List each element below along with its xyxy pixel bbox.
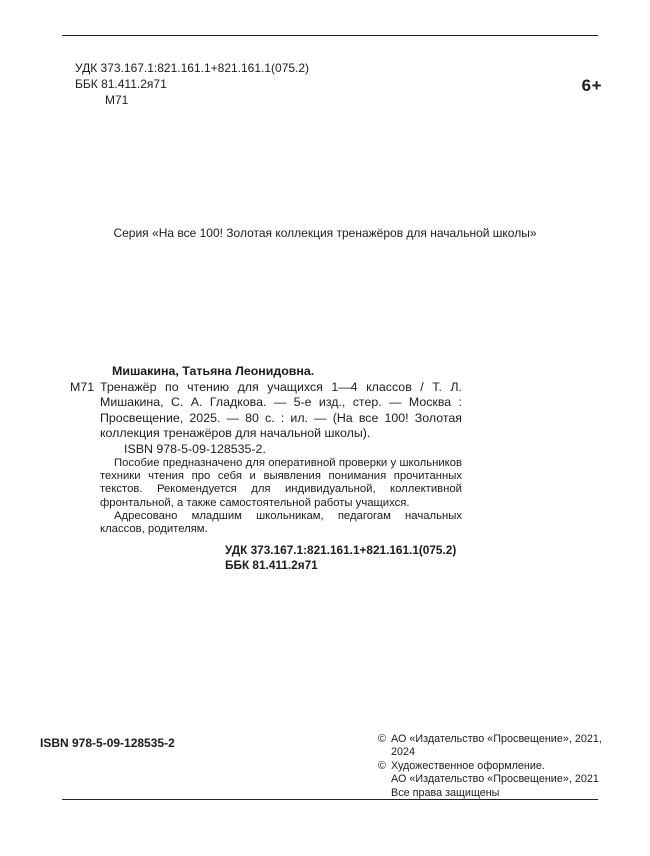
- copyright-symbol: ©: [378, 759, 386, 772]
- top-rule: [62, 35, 598, 36]
- copyright-symbol: ©: [378, 733, 386, 745]
- classification-codes: [225, 543, 462, 573]
- copyright-entry-artwork: [378, 760, 618, 787]
- copyright-text-line-1: Художественное оформление.: [391, 759, 545, 772]
- copyright-entry-publisher: [378, 733, 618, 760]
- annotation-paragraph-2: Адресовано младшим школьникам, педагогам начальных классов, родителям.: [100, 509, 462, 536]
- series-line: Серия «На все 100! Золотая коллекция тренажёров для начальной школы»: [113, 226, 537, 240]
- entry-description: Тренажёр по чтению для учащихся 1—4 классов / Т. Л. Мишакина, С. А. Гладкова. — 5-е изд., стер. — Москва : Просвещение, 2025. — 80 с. : ил. — (На все 100! Золотая коллекция тренажёров для начальной школы).: [100, 379, 462, 440]
- bottom-rule: [62, 799, 598, 800]
- udk-bold-line: УДК 373.167.1:821.161.1+821.161.1(075.2): [225, 543, 457, 558]
- annotation-paragraph-1: Пособие предназначено для оперативной проверки у школьников техники чтения про себя и выявления понимания прочитанных текстов. Рекомендуется для индивидуальной, коллективной фронтальной, а также самостоятельной работы учащихся.: [100, 457, 462, 509]
- entry-author-sign-code: М71: [70, 379, 95, 394]
- catalog-entry: [70, 380, 462, 442]
- age-rating-badge: 6+: [581, 76, 602, 95]
- bbk-bold-line: ББК 81.411.2я71: [225, 558, 318, 573]
- author-heading: Мишакина, Татьяна Леонидовна.: [112, 364, 315, 378]
- header-codes: [75, 60, 309, 108]
- header-udk-line: УДК 373.167.1:821.161.1+821.161.1(075.2): [75, 61, 310, 75]
- header-bbk-line: ББК 81.411.2я71: [75, 77, 167, 91]
- copyright-block: [378, 733, 618, 800]
- copyright-text: [391, 760, 599, 787]
- bibliographic-record: [70, 364, 462, 573]
- entry-isbn-line: ISBN 978-5-09-128535-2.: [124, 441, 266, 456]
- copyright-text: АО «Издательство «Просвещение», 2021, 2024: [391, 733, 602, 759]
- rights-reserved-line: Все права защищены: [391, 786, 500, 799]
- header-author-sign-code: М71: [105, 93, 129, 107]
- copyright-text-line-2: АО «Издательство «Просвещение», 2021: [391, 773, 599, 786]
- footer-isbn: ISBN 978-5-09-128535-2: [40, 736, 175, 750]
